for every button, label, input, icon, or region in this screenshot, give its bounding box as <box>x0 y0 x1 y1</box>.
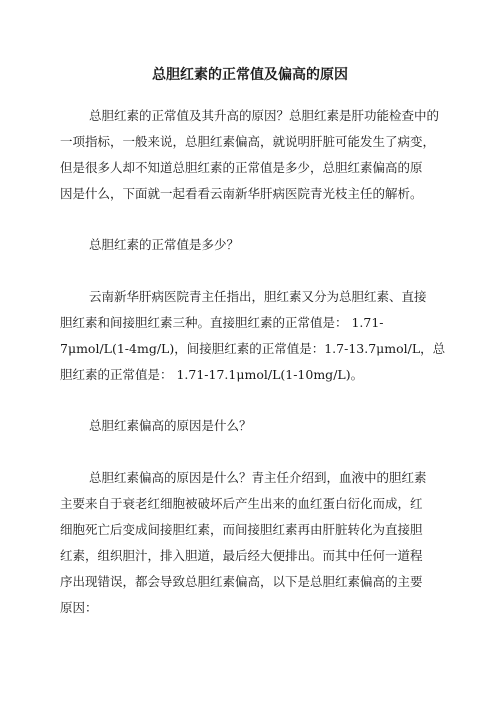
document-title: 总胆红素的正常值及偏高的原因 <box>152 67 348 83</box>
text-line: 胆红素的正常值是： 1.71-17.1μmol/L(1-10mg/L)。 <box>60 367 364 382</box>
text-line: 原因： <box>60 600 98 615</box>
text-line: 序出现错误，都会导致总胆红素偏高，以下是总胆红素偏高的主要 <box>60 574 423 589</box>
text-line: 7μmol/L(1-4mg/L)，间接胆红素的正常值是：1.7-13.7μmol/L，总 <box>60 341 446 356</box>
text-line: 胆红素和间接胆红素三种。直接胆红素的正常值是： 1.71- <box>60 315 384 330</box>
text-line: 总胆红素的正常值及其升高的原因？总胆红素是肝功能检查中的 <box>89 108 440 123</box>
text-line: 细胞死亡后变成间接胆红素，而间接胆红素再由肝脏转化为直接胆 <box>60 522 423 537</box>
text-line: 但是很多人却不知道总胆红素的正常值是多少，总胆红素偏高的原 <box>60 160 423 175</box>
text-line: 总胆红素偏高的原因是什么？ <box>89 418 252 433</box>
text-line: 红素，组织胆汁，排入胆道，最后经大便排出。而其中任何一道程 <box>60 548 423 563</box>
text-line: 总胆红素偏高的原因是什么？青主任介绍到，血液中的胆红素 <box>89 470 427 485</box>
text-line: 一项指标，一般来说，总胆红素偏高，就说明肝脏可能发生了病变， <box>60 134 436 149</box>
text-line: 因是什么，下面就一起看看云南新华肝病医院青光枝主任的解析。 <box>60 186 423 201</box>
text-line: 主要来自于衰老红细胞被破坏后产生出来的血红蛋白衍化而成，红 <box>60 496 423 511</box>
text-line: 云南新华肝病医院青主任指出，胆红素又分为总胆红素、直接 <box>89 289 427 304</box>
text-line: 总胆红素的正常值是多少？ <box>89 237 240 252</box>
